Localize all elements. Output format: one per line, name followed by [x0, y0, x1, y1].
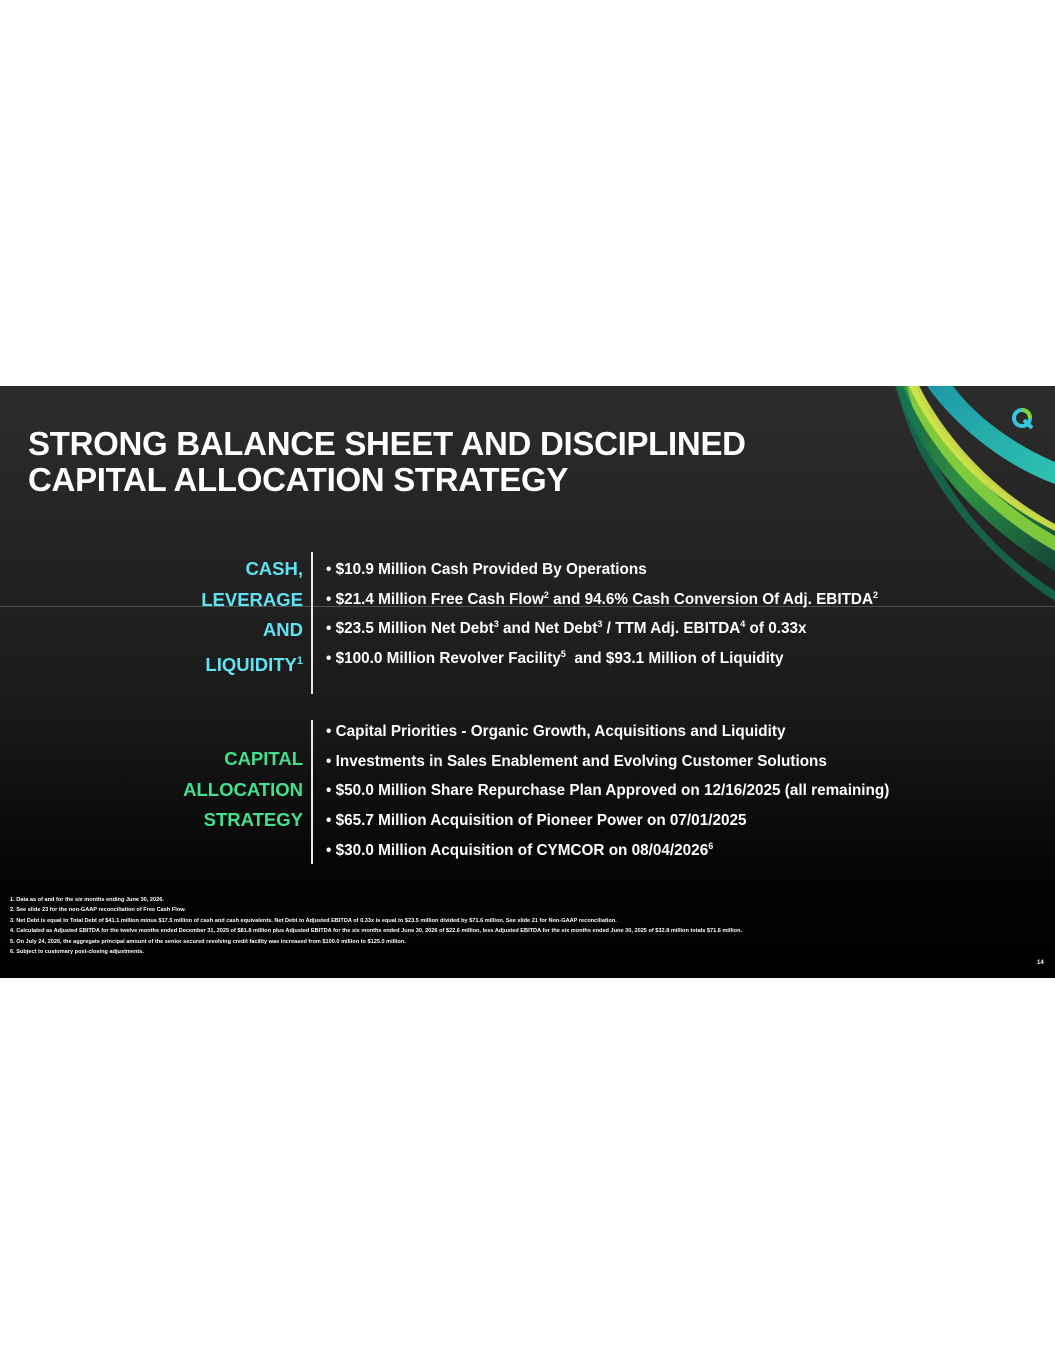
footnote: 2. See slide 23 for the non-GAAP reconciliation of Free Cash Flow.	[10, 907, 186, 914]
bullet-text: of 0.33x	[745, 620, 807, 638]
page-number: 14	[1037, 960, 1044, 966]
bullet-text: and 94.6% Cash Conversion Of Adj. EBITDA	[548, 590, 874, 608]
section-label-capital-allocation	[183, 744, 303, 836]
footnote-ref: 3	[597, 619, 603, 630]
bullet-text: • $10.9 Million Cash Provided By Operations	[326, 561, 647, 578]
title-line-1: STRONG BALANCE SHEET AND DISCIPLINED	[28, 425, 746, 462]
section-divider	[311, 720, 313, 864]
footnote-ref: 4	[740, 619, 746, 630]
bullet-text: • $65.7 Million Acquisition of Pioneer Power on 07/01/2025	[326, 812, 747, 830]
footnote: 1. Data as of and for the six months ending June 30, 2026.	[10, 897, 164, 903]
bullet-text: • $23.5 Million Net Debt	[326, 620, 494, 638]
page-title	[28, 426, 746, 498]
section-label-line: LEVERAGE	[201, 588, 303, 610]
bullet-text: • $50.0 Million Share Repurchase Plan Approved on 12/16/2025 (all remaining)	[326, 782, 890, 800]
title-line-2: CAPITAL ALLOCATION STRATEGY	[28, 461, 569, 498]
section-label-line: ALLOCATION	[183, 778, 303, 800]
bullet-text: and Net Debt	[498, 620, 598, 638]
bullet-item	[326, 836, 889, 866]
footnote: 5. On July 24, 2026, the aggregate principal amount of the senior secured revolving credit facility was increased from $100.0 million to $125.0 million.	[10, 938, 406, 945]
footnote-ref: 1	[296, 654, 303, 667]
bullet-item	[326, 717, 889, 747]
footnote-ref: 6	[708, 840, 714, 851]
footnote-ref: 3	[493, 619, 499, 630]
footnote-ref: 2	[873, 589, 879, 600]
footnote: 4. Calculated as Adjusted EBITDA for the twelve months ended December 31, 2025 of $81.8 million plus Adjusted EBITDA for the six months ended June 30, 2026 of $22.6 million, less Adjusted EBITDA for the six months ended June 30, 2025 of $32.8 million totals $71.6 million.	[10, 928, 743, 935]
bullet-text: and $93.1 Million of Liquidity	[565, 650, 784, 668]
slide	[0, 386, 1055, 978]
bullet-item	[326, 644, 878, 674]
footnotes	[10, 895, 742, 957]
bullet-list-cash	[326, 555, 878, 674]
bullet-text: / TTM Adj. EBITDA	[602, 620, 741, 638]
bullet-text: • $21.4 Million Free Cash Flow	[326, 590, 544, 608]
bullet-item	[326, 806, 889, 836]
bullet-item	[326, 614, 878, 644]
bullet-item	[326, 776, 889, 806]
section-label-line: CAPITAL	[224, 748, 303, 769]
footnote: 6. Subject to customary post-closing adjustments.	[10, 949, 144, 956]
section-label-text: LIQUIDITY	[205, 653, 297, 675]
footnote-ref: 5	[560, 649, 566, 660]
section-label-line: AND	[262, 619, 303, 640]
footnote: 3. Net Debt is equal to Total Debt of $41.1 million minus $17.5 million of cash and cash equivalents. Net Debt to Adjusted EBITDA of 0.33x is equal to $23.5 million divided by $71.6 million. See slide 21 for Non-GAAP reconciliation.	[10, 917, 617, 924]
bullet-item	[326, 555, 878, 585]
bullet-item	[326, 747, 889, 777]
section-divider	[311, 552, 313, 694]
section-label-line: STRATEGY	[203, 809, 303, 830]
company-logo-icon	[1011, 407, 1033, 429]
bullet-list-capital	[326, 717, 889, 866]
bullet-text: • Capital Priorities - Organic Growth, Acquisitions and Liquidity	[326, 723, 786, 740]
section-label-cash-leverage-liquidity	[201, 554, 303, 680]
footnote-ref: 2	[543, 589, 549, 600]
bullet-text: • $30.0 Million Acquisition of CYMCOR on 08/04/2026	[326, 841, 709, 859]
section-label-line	[201, 646, 303, 681]
bullet-text: • Investments in Sales Enablement and Evolving Customer Solutions	[326, 752, 827, 770]
bullet-item	[326, 585, 878, 615]
bullet-text: • $100.0 Million Revolver Facility	[326, 650, 561, 668]
section-label-line: CASH,	[245, 558, 303, 579]
